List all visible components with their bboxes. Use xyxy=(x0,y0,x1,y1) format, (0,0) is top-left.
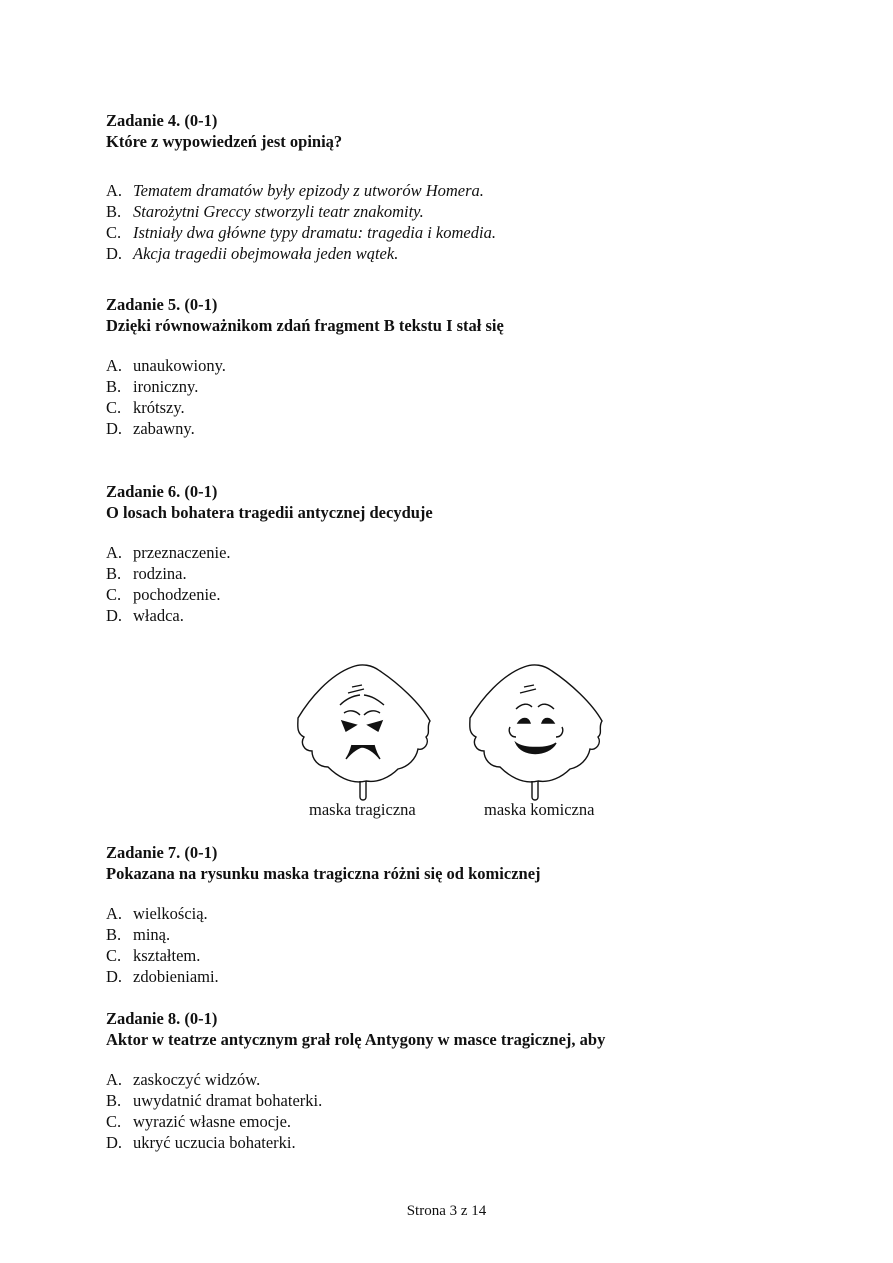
option-a: A. wielkością. xyxy=(106,904,208,923)
option-d: D. zabawny. xyxy=(106,419,195,438)
option-c: C. krótszy. xyxy=(106,398,185,417)
task-title: Zadanie 7. (0-1) xyxy=(106,843,218,862)
option-c: C. pochodzenie. xyxy=(106,585,221,604)
answer-options xyxy=(106,903,806,987)
option-d: D. władca. xyxy=(106,606,184,625)
option-b: B. ironiczny. xyxy=(106,377,199,396)
answer-options xyxy=(106,355,806,439)
answer-options xyxy=(106,542,806,626)
task-question: Które z wypowiedzeń jest opinią? xyxy=(106,132,343,151)
answer-options xyxy=(106,180,806,264)
tragic-mask-caption: maska tragiczna xyxy=(309,800,416,819)
task-6 xyxy=(106,481,806,626)
option-a: A. przeznaczenie. xyxy=(106,543,231,562)
task-question: Aktor w teatrze antycznym grał rolę Antygony w masce tragicznej, aby xyxy=(106,1030,606,1049)
option-a: A. unaukowiony. xyxy=(106,356,226,375)
option-d: D. Akcja tragedii obejmowała jeden wątek. xyxy=(106,244,399,263)
answer-options xyxy=(106,1069,806,1153)
task-4 xyxy=(106,110,806,264)
option-c: C. kształtem. xyxy=(106,946,201,965)
tragic-mask-icon xyxy=(298,665,430,800)
task-5 xyxy=(106,294,806,439)
option-b: B. Starożytni Greccy stworzyli teatr znakomity. xyxy=(106,202,424,221)
task-question: O losach bohatera tragedii antycznej decyduje xyxy=(106,503,433,522)
option-c: C. wyrazić własne emocje. xyxy=(106,1112,292,1131)
option-d: D. zdobieniami. xyxy=(106,967,219,986)
task-title: Zadanie 8. (0-1) xyxy=(106,1009,218,1028)
task-8 xyxy=(106,1008,806,1153)
masks-illustration xyxy=(290,648,620,823)
comic-mask-icon xyxy=(470,665,602,800)
option-b: B. uwydatnić dramat bohaterki. xyxy=(106,1091,323,1110)
task-title: Zadanie 5. (0-1) xyxy=(106,295,218,314)
page-number: Strona 3 z 14 xyxy=(406,1203,487,1219)
task-question: Dzięki równoważnikom zdań fragment B tekstu I stał się xyxy=(106,316,504,335)
option-b: B. rodzina. xyxy=(106,564,187,583)
task-question: Pokazana na rysunku maska tragiczna różni się od komicznej xyxy=(106,864,541,883)
option-a: A. Tematem dramatów były epizody z utworów Homera. xyxy=(106,181,484,200)
option-c: C. Istniały dwa główne typy dramatu: tragedia i komedia. xyxy=(106,223,496,242)
option-b: B. miną. xyxy=(106,925,171,944)
task-7 xyxy=(106,842,806,987)
option-d: D. ukryć uczucia bohaterki. xyxy=(106,1133,296,1152)
comic-mask-caption: maska komiczna xyxy=(484,800,595,819)
option-a: A. zaskoczyć widzów. xyxy=(106,1070,261,1089)
task-title: Zadanie 6. (0-1) xyxy=(106,482,218,501)
task-title: Zadanie 4. (0-1) xyxy=(106,111,218,130)
